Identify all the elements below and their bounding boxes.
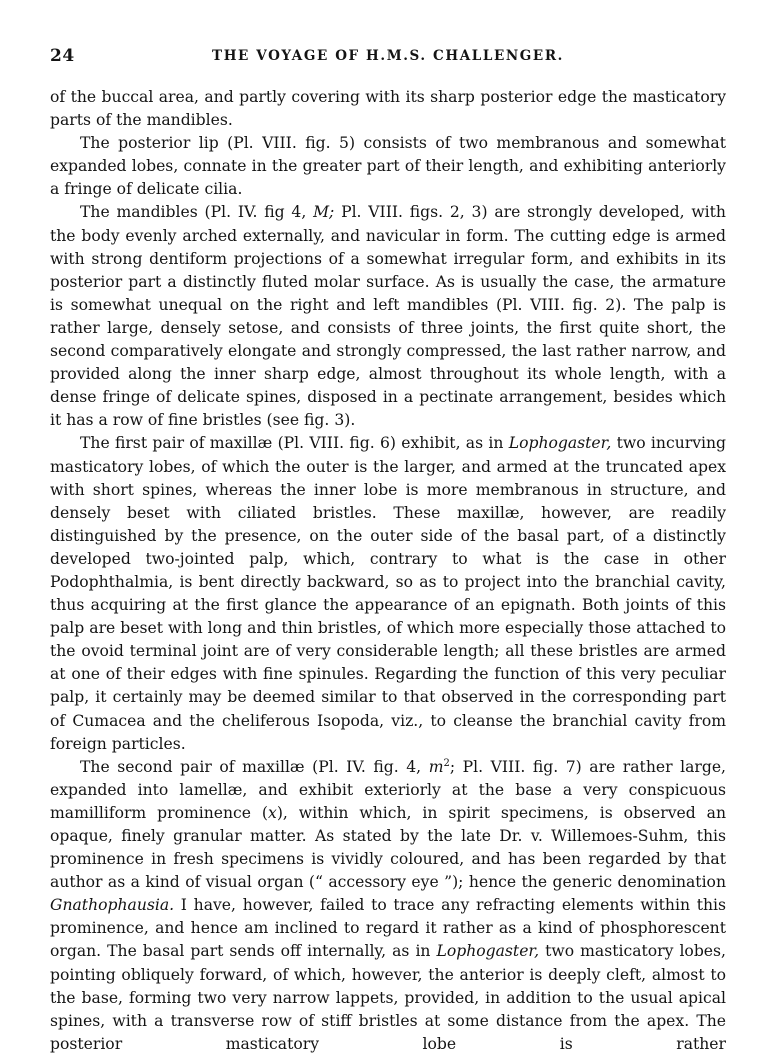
italic-text: Lophogaster, [508, 434, 612, 453]
italic-text: x [268, 803, 277, 822]
paragraph [50, 132, 726, 201]
paragraph [50, 756, 726, 1056]
text-run: I have, however, failed to trace any refracting elements within this prominence, and hence am inclined to regard it rather as a kind of phosphorescent organ. The basal part sends off internally, as in [50, 896, 726, 961]
text-run: Pl. VIII. figs. 2, 3) are strongly developed, with the body evenly arched externally, and navicular in form. The cutting edge is armed with strong dentiform projections of a somewhat irregular form, and exhibits in its posterior part a distinctly fluted molar surface. As is usually the case, the armature is somewhat unequal on the right and left mandibles (Pl. VIII. fig. 2). The palp is rather large, densely setose, and consists of three joints, the first quite short, the second comparatively elongate and strongly compressed, the last rather narrow, and provided along the inner sharp edge, almost throughout its whole length, with a dense fringe of delicate spines, disposed in a pectinate arrangement, besides which it has a row of fine bristles (see fig. 3). [50, 203, 726, 430]
text-run: of the buccal area, and partly covering with its sharp posterior edge the masticatory parts of the mandibles. [50, 88, 726, 130]
italic-text: Gnathophausia. [50, 896, 175, 915]
text-run: The posterior lip (Pl. VIII. fig. 5) consists of two membranous and somewhat expanded lobes, connate in the greater part of their length, and exhibiting anteriorly a fringe of delicate cilia. [50, 134, 726, 199]
text-run: two masticatory lobes, pointing obliquely forward, of which, however, the anterior is deeply cleft, almost to the base, forming two very narrow lappets, provided, in addition to the usual apical spines, with a transverse row of stiff bristles at some distance from the apex. The posterior masticatory lobe is rather [50, 942, 726, 1053]
text-run: ), within which, in spirit specimens, is observed an opaque, finely granular matter. As stated by the late Dr. v. Willemoes-Suhm, this prominence in fresh specimens is vividly coloured, and has been regarded by that author as a kind of visual organ (“ accessory eye ”); hence the generic denomination [50, 803, 727, 892]
superscript: 2 [443, 757, 450, 769]
body-text [50, 86, 726, 1056]
paragraph [50, 201, 726, 432]
page-number: 24 [50, 46, 75, 66]
text-run: The mandibles (Pl. IV. fig 4, [80, 203, 314, 222]
running-title: THE VOYAGE OF H.M.S. CHALLENGER. [212, 48, 564, 64]
text-run: The second pair of maxillæ (Pl. IV. fig. 4, [80, 757, 429, 776]
running-head [50, 46, 726, 70]
italic-text: m [428, 757, 444, 776]
italic-text: M; [313, 203, 335, 222]
text-run: The first pair of maxillæ (Pl. VIII. fig. 6) exhibit, as in [80, 434, 509, 453]
text-run: two incurving masticatory lobes, of which the outer is the larger, and armed at the truncated apex with short spines, whereas the inner lobe is more membranous in structure, and densely beset with ciliated bristles. These maxillæ, however, are readily distinguished by the presence, on the outer side of the basal part, of a distinctly developed two-jointed palp, which, contrary to what is the case in other Podophthalmia, is bent directly backward, so as to project into the branchial cavity, thus acquiring at the first glance the appearance of an epignath. Both joints of this palp are beset with long and thin bristles, of which more especially those attached to the ovoid terminal joint are of very considerable length; all these bristles are armed at one of their edges with fine spinules. Regarding the function of this very peculiar palp, it certainly may be deemed similar to that observed in the corresponding part of Cumacea and the cheliferous Isopoda, viz., to cleanse the branchial cavity from foreign particles. [50, 434, 727, 753]
paragraph [50, 86, 726, 132]
paragraph [50, 432, 726, 755]
italic-text: Lophogaster, [436, 942, 540, 961]
text-run: ; Pl. VIII. fig. 7) are rather large, expanded into lamellæ, and exhibit exteriorly at the base a very conspicuous mamilliform prominence ( [50, 757, 726, 822]
